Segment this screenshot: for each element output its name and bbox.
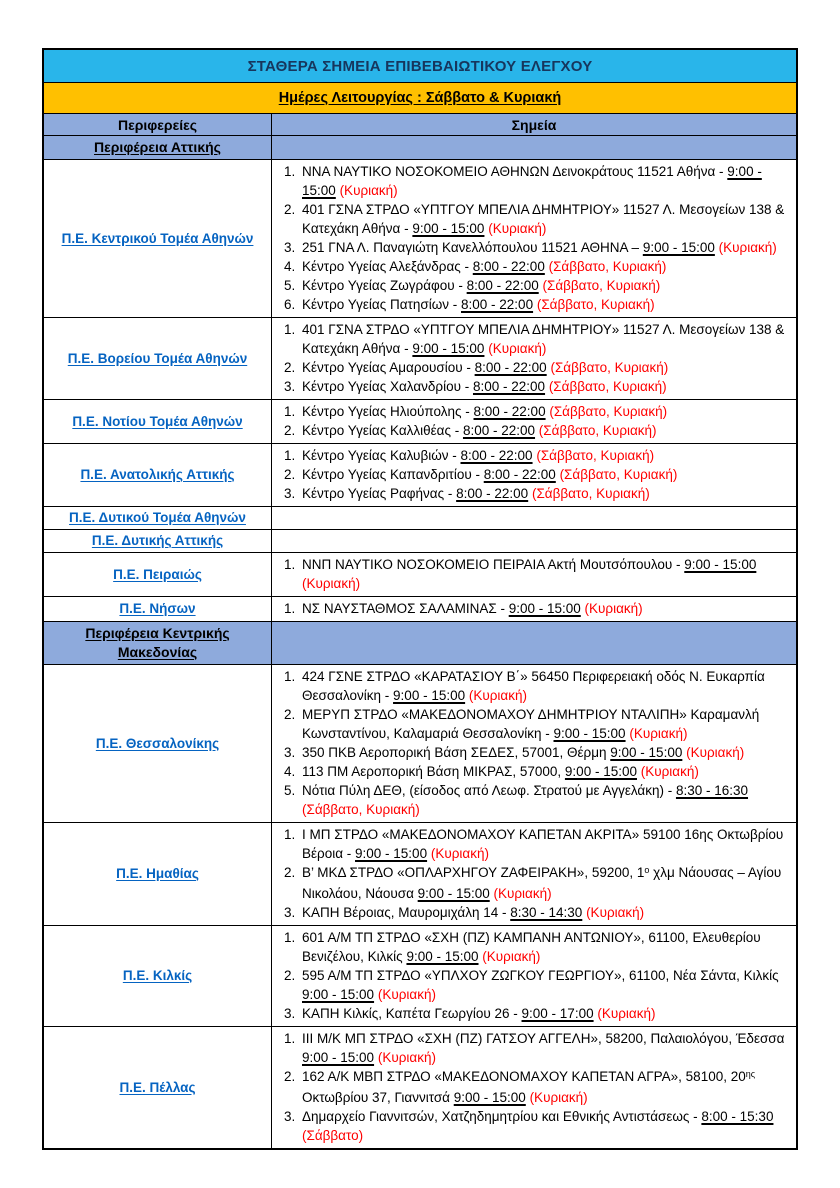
- region-link[interactable]: Π.Ε. Δυτικής Αττικής: [91, 533, 224, 548]
- region-link[interactable]: Π.Ε. Πέλλας: [119, 1079, 196, 1095]
- point-item: [272, 162, 792, 200]
- item-number: 1.: [284, 164, 296, 179]
- item-hours: 8:30 - 14:30: [510, 905, 583, 920]
- point-item: [272, 1029, 792, 1067]
- item-number: 3.: [284, 1109, 296, 1124]
- item-text: [302, 599, 792, 618]
- item-days: (Σάββατο, Κυριακή): [302, 802, 420, 817]
- item-days: (Κυριακή): [529, 1090, 588, 1105]
- item-hours: 8:00 - 22:00: [462, 423, 536, 438]
- item-days: (Σάββατο): [302, 1128, 364, 1143]
- item-text: [302, 402, 792, 421]
- point-item: [272, 667, 792, 705]
- item-text: [302, 1067, 792, 1107]
- points-cell: [272, 400, 796, 443]
- item-days: (Κυριακή): [339, 183, 398, 198]
- item-days: (Κυριακή): [629, 726, 688, 741]
- region-cell: [44, 597, 272, 621]
- item-hours: 9:00 - 15:00: [453, 1090, 526, 1105]
- point-item: [272, 276, 792, 295]
- point-item: [272, 446, 792, 465]
- region-link[interactable]: Π.Ε. Κιλκίς: [122, 968, 193, 983]
- point-item: [272, 762, 792, 781]
- item-text-segment: Κέντρο Υγείας Ηλιούπολης -: [302, 404, 474, 419]
- section-cell: [44, 622, 272, 664]
- item-hours: 8:00 - 22:00: [472, 259, 545, 274]
- points-cell: [272, 823, 796, 925]
- item-hours: 9:00 - 15:00: [417, 886, 490, 901]
- item-text-segment: Κέντρο Υγείας Καλλιθέας -: [302, 423, 463, 438]
- item-text: [302, 903, 792, 922]
- section-label: Περιφέρεια Κεντρικής Μακεδονίας: [85, 625, 230, 660]
- item-days: (Κυριακή): [302, 576, 361, 591]
- item-text-segment: 424 ΓΣΝΕ ΣΤΡΔΟ «ΚΑΡΑΤΑΣΙΟΥ Β΄» 56450 Περιφερειακή οδός Ν. Ευκαρπία Θεσσαλονίκη -: [302, 669, 765, 703]
- region-cell: [44, 400, 272, 443]
- point-item: [272, 377, 792, 396]
- item-hours: 9:00 - 15:00: [642, 240, 715, 255]
- region-cell: [44, 318, 272, 399]
- item-hours: 9:00 - 15:00: [302, 164, 762, 198]
- item-text: [302, 1029, 792, 1067]
- points-cell: [272, 553, 796, 596]
- point-item: [272, 1107, 792, 1145]
- item-text-segment: ΜΕΡΥΠ ΣΤΡΔΟ «ΜΑΚΕΔΟΝΟΜΑΧΟΥ ΔΗΜΗΤΡΙΟΥ ΝΤΑΛΙΠΗ» Καραμανλή Κωνσταντίνου, Καλαμαριά Θεσσαλονίκη -: [302, 707, 760, 741]
- point-item: [272, 358, 792, 377]
- item-text-segment: χλμ Νάουσας – Αγίου Νικολάου, Νάουσα: [302, 865, 782, 901]
- item-days: (Κυριακή): [584, 601, 643, 616]
- region-cell: [44, 1027, 272, 1148]
- table-body: [44, 135, 796, 1148]
- item-days: (Σάββατο, Κυριακή): [538, 423, 657, 438]
- item-text: [302, 1004, 792, 1023]
- point-item: [272, 555, 792, 593]
- item-number: 5.: [284, 783, 296, 798]
- item-text: [302, 667, 792, 705]
- item-days: (Σάββατο, Κυριακή): [549, 404, 668, 419]
- item-text: [302, 555, 792, 593]
- region-link[interactable]: Π.Ε. Ημαθίας: [116, 866, 199, 881]
- item-hours: 8:00 - 22:00: [472, 379, 546, 394]
- item-days: (Κυριακή): [586, 905, 645, 920]
- point-item: [272, 257, 792, 276]
- item-text: [302, 743, 792, 762]
- region-link[interactable]: Π.Ε. Νήσων: [119, 601, 196, 616]
- region-row: [44, 399, 796, 443]
- item-days: (Κυριακή): [686, 745, 745, 760]
- section-label: Περιφέρεια Αττικής: [94, 139, 221, 155]
- region-cell: [44, 507, 272, 529]
- item-hours: 9:00 - 15:00: [406, 949, 479, 964]
- item-number: 1.: [284, 557, 296, 572]
- item-number: 1.: [284, 448, 296, 463]
- points-cell: [272, 318, 796, 399]
- region-row: [44, 529, 796, 552]
- region-link[interactable]: Π.Ε. Ανατολικής Αττικής: [80, 467, 235, 482]
- item-hours: 8:00 - 22:00: [460, 448, 533, 463]
- item-days: (Σάββατο, Κυριακή): [550, 360, 669, 375]
- item-text-segment: Οκτωβρίου 37, Γιαννιτσά: [302, 1090, 454, 1105]
- item-text-segment: ΙΙΙ Μ/Κ ΜΠ ΣΤΡΔΟ «ΣΧΗ (ΠΖ) ΓΑΤΣΟΥ ΑΓΓΕΛΗ», 58200, Παλαιολόγου, Έδεσσα: [302, 1031, 785, 1046]
- point-item: [272, 402, 792, 421]
- point-item: [272, 484, 792, 503]
- item-days: (Σάββατο, Κυριακή): [536, 448, 655, 463]
- points-cell: [272, 665, 796, 822]
- item-number: 1.: [284, 930, 296, 945]
- item-hours: 9:00 - 15:00: [564, 764, 637, 779]
- item-text-segment: Κέντρο Υγείας Ζωγράφου -: [302, 278, 467, 293]
- item-hours: 8:00 - 22:00: [466, 278, 539, 293]
- item-text: [302, 421, 792, 440]
- item-days: (Σάββατο, Κυριακή): [536, 297, 655, 312]
- item-text: [302, 465, 792, 484]
- item-days: (Κυριακή): [377, 987, 436, 1002]
- point-item: [272, 1067, 792, 1107]
- item-text: [302, 781, 792, 819]
- points-cell: [272, 530, 796, 552]
- item-text: [302, 863, 792, 903]
- item-text: [302, 257, 792, 276]
- point-item: [272, 465, 792, 484]
- item-number: 1.: [284, 1031, 296, 1046]
- item-number: 3.: [284, 905, 296, 920]
- item-number: 2.: [284, 1069, 296, 1084]
- point-item: [272, 238, 792, 257]
- point-item: [272, 705, 792, 743]
- item-text: [302, 295, 792, 314]
- item-hours: 9:00 - 15:00: [302, 1050, 375, 1065]
- item-number: 3.: [284, 486, 296, 501]
- item-hours: 9:00 - 15:00: [553, 726, 626, 741]
- point-item: [272, 1004, 792, 1023]
- item-number: 4.: [284, 259, 296, 274]
- item-hours: 9:00 - 15:00: [302, 987, 375, 1002]
- item-text-segment: Κέντρο Υγείας Χαλανδρίου -: [302, 379, 473, 394]
- item-text: [302, 446, 792, 465]
- region-cell: [44, 665, 272, 822]
- section-cell: [44, 136, 272, 159]
- item-hours: 9:00 - 15:00: [610, 745, 683, 760]
- item-hours: 9:00 - 15:00: [355, 846, 428, 861]
- points-cell: [272, 597, 796, 621]
- item-days: (Σάββατο, Κυριακή): [548, 379, 667, 394]
- item-number: 1.: [284, 601, 296, 616]
- region-cell: [44, 926, 272, 1026]
- column-header-row: [44, 113, 796, 135]
- table-title-row: [44, 50, 796, 82]
- region-link[interactable]: Π.Ε. Νοτίου Τομέα Αθηνών: [72, 413, 243, 429]
- item-text: [302, 200, 792, 238]
- region-row: [44, 506, 796, 529]
- item-text-segment: ΝΝΑ ΝΑΥΤΙΚΟ ΝΟΣΟΚΟΜΕΙΟ ΑΘΗΝΩΝ Δεινοκράτους 11521 Αθήνα -: [302, 164, 728, 179]
- item-text-segment: 401 ΓΣΝΑ ΣΤΡΔΟ «ΥΠΤΓΟΥ ΜΠΕΛΙΑ ΔΗΜΗΤΡΙΟΥ» 11527 Λ. Μεσογείων 138 & Κατεχάκη Αθήνα -: [302, 322, 785, 356]
- item-hours: 8:00 - 22:00: [473, 404, 546, 419]
- item-days: (Σάββατο, Κυριακή): [531, 486, 650, 501]
- points-cell: [272, 926, 796, 1026]
- region-link[interactable]: Π.Ε. Πειραιώς: [113, 566, 202, 582]
- item-number: 1.: [284, 669, 296, 684]
- point-item: [272, 903, 792, 922]
- point-item: [272, 825, 792, 863]
- item-superscript: ης: [745, 1069, 756, 1079]
- region-row: [44, 596, 796, 621]
- item-days: (Κυριακή): [377, 1050, 436, 1065]
- region-row: [44, 317, 796, 399]
- point-item: [272, 743, 792, 762]
- region-row: [44, 552, 796, 596]
- item-days: (Κυριακή): [640, 764, 699, 779]
- item-days: (Σάββατο, Κυριακή): [559, 467, 678, 482]
- item-text-segment: Κέντρο Υγείας Ραφήνας -: [302, 486, 457, 501]
- item-text-segment: Κέντρο Υγείας Πατησίων -: [302, 297, 462, 312]
- column-header-points: [272, 114, 796, 135]
- points-cell: [272, 444, 796, 506]
- item-text-segment: Νότια Πύλη ΔΕΘ, (είσοδος από Λεωφ. Στρατού με Αγγελάκη) -: [302, 783, 676, 798]
- item-hours: 9:00 - 15:00: [412, 341, 485, 356]
- item-days: (Κυριακή): [493, 886, 552, 901]
- item-text: [302, 762, 792, 781]
- item-text-segment: 601 Α/Μ ΤΠ ΣΤΡΔΟ «ΣΧΗ (ΠΖ) ΚΑΜΠΑΝΗ ΑΝΤΩΝΙΟΥ», 61100, Ελευθερίου Βενιζέλου, Κιλκίς: [302, 930, 761, 964]
- column-header-regions: [44, 114, 272, 135]
- item-number: 2.: [284, 968, 296, 983]
- item-number: 4.: [284, 764, 296, 779]
- operating-days-label: Ημέρες Λειτουργίας : Σάββατο & Κυριακή: [278, 90, 562, 106]
- item-number: 3.: [284, 240, 296, 255]
- regions-header-label: Περιφερείες: [117, 116, 198, 133]
- item-number: 1.: [284, 322, 296, 337]
- item-superscript: ο: [644, 865, 650, 875]
- region-cell: [44, 444, 272, 506]
- region-link[interactable]: Π.Ε. Κεντρικού Τομέα Αθηνών: [61, 230, 254, 246]
- item-text-segment: 251 ΓΝΑ Λ. Παναγιώτη Κανελλόπουλου 11521 ΑΘΗΝΑ –: [302, 240, 643, 255]
- item-days: (Σάββατο, Κυριακή): [542, 278, 661, 293]
- item-days: (Κυριακή): [488, 221, 547, 236]
- item-days: (Κυριακή): [482, 949, 541, 964]
- item-hours: 8:00 - 22:00: [456, 486, 529, 501]
- fixed-checkpoints-table: [42, 48, 798, 1150]
- item-text: [302, 358, 792, 377]
- point-item: [272, 863, 792, 903]
- item-text: [302, 825, 792, 863]
- item-text-segment: Κέντρο Υγείας Καπανδριτίου -: [302, 467, 484, 482]
- table-title: ΣΤΑΘΕΡΑ ΣΗΜΕΙΑ ΕΠΙΒΕΒΑΙΩΤΙΚΟΥ ΕΛΕΓΧΟΥ: [247, 57, 593, 75]
- item-text-segment: ΚΑΠΗ Βέροιας, Μαυρομιχάλη 14 -: [302, 905, 511, 920]
- item-text-segment: 350 ΠΚΒ Αεροπορική Βάση ΣΕΔΕΣ, 57001, Θέρμη: [302, 745, 611, 760]
- item-text-segment: ΝΝΠ ΝΑΥΤΙΚΟ ΝΟΣΟΚΟΜΕΙΟ ΠΕΙΡΑΙΑ Ακτή Μουτσόπουλου -: [302, 557, 685, 572]
- item-number: 2.: [284, 707, 296, 722]
- item-hours: 9:00 - 15:00: [684, 557, 757, 572]
- item-number: 3.: [284, 745, 296, 760]
- region-row: [44, 443, 796, 506]
- item-days: (Κυριακή): [430, 846, 489, 861]
- item-days: (Κυριακή): [488, 341, 547, 356]
- item-number: 6.: [284, 297, 296, 312]
- item-number: 1.: [284, 404, 296, 419]
- section-row: [44, 621, 796, 664]
- item-text: [302, 1107, 792, 1145]
- region-cell: [44, 823, 272, 925]
- item-hours: 9:00 - 15:00: [412, 221, 485, 236]
- item-number: 2.: [284, 360, 296, 375]
- item-text: [302, 705, 792, 743]
- item-hours: 9:00 - 15:00: [508, 601, 581, 616]
- item-hours: 8:00 - 22:00: [461, 297, 534, 312]
- item-number: 2.: [284, 423, 296, 438]
- region-row: [44, 822, 796, 925]
- item-text-segment: ΝΣ ΝΑΥΣΤΑΘΜΟΣ ΣΑΛΑΜΙΝΑΣ -: [302, 601, 509, 616]
- item-number: 2.: [284, 865, 296, 880]
- item-text-segment: Ι ΜΠ ΣΤΡΔΟ «ΜΑΚΕΔΟΝΟΜΑΧΟΥ ΚΑΠΕΤΑΝ ΑΚΡΙΤΑ» 59100 16ης Οκτωβρίου Βέροια -: [302, 827, 784, 861]
- item-hours: 9:00 - 17:00: [521, 1006, 594, 1021]
- item-text: [302, 928, 792, 966]
- item-days: (Κυριακή): [468, 688, 527, 703]
- item-text-segment: Κέντρο Υγείας Καλυβιών -: [302, 448, 461, 463]
- item-text-segment: Κέντρο Υγείας Αλεξάνδρας -: [302, 259, 473, 274]
- item-text-segment: Β’ ΜΚΔ ΣΤΡΔΟ «ΟΠΛΑΡΧΗΓΟΥ ΖΑΦΕΙΡΑΚΗ», 59200, 1: [302, 865, 645, 880]
- item-hours: 8:00 - 22:00: [474, 360, 547, 375]
- item-days: (Σάββατο, Κυριακή): [548, 259, 667, 274]
- section-row: [44, 135, 796, 159]
- point-item: [272, 599, 792, 618]
- item-days: (Κυριακή): [597, 1006, 656, 1021]
- item-text: [302, 320, 792, 358]
- region-row: [44, 925, 796, 1026]
- region-row: [44, 159, 796, 317]
- point-item: [272, 200, 792, 238]
- points-cell: [272, 1027, 796, 1148]
- item-text-segment: 401 ΓΣΝΑ ΣΤΡΔΟ «ΥΠΤΓΟΥ ΜΠΕΛΙΑ ΔΗΜΗΤΡΙΟΥ» 11527 Λ. Μεσογείων 138 & Κατεχάκη Αθήνα -: [302, 202, 785, 236]
- item-text: [302, 377, 792, 396]
- region-cell: [44, 553, 272, 596]
- point-item: [272, 966, 792, 1004]
- point-item: [272, 928, 792, 966]
- item-number: 3.: [284, 379, 296, 394]
- item-hours: 8:00 - 15:30: [701, 1109, 774, 1124]
- points-cell: [272, 160, 796, 317]
- item-text-segment: 595 Α/Μ ΤΠ ΣΤΡΔΟ «ΥΠΛΧΟΥ ΖΩΓΚΟΥ ΓΕΩΡΓΙΟΥ», 61100, Νέα Σάντα, Κιλκίς: [302, 968, 779, 983]
- region-cell: [44, 530, 272, 552]
- points-cell: [272, 507, 796, 529]
- item-text: [302, 238, 792, 257]
- item-days: (Κυριακή): [718, 240, 777, 255]
- item-hours: 8:00 - 22:00: [483, 467, 556, 482]
- item-text: [302, 484, 792, 503]
- point-item: [272, 421, 792, 440]
- region-link[interactable]: Π.Ε. Βορείου Τομέα Αθηνών: [67, 350, 248, 366]
- region-link[interactable]: Π.Ε. Θεσσαλονίκης: [95, 735, 220, 751]
- item-text-segment: ΚΑΠΗ Κιλκίς, Καπέτα Γεωργίου 26 -: [302, 1006, 522, 1021]
- operating-days-row: [44, 82, 796, 113]
- point-item: [272, 295, 792, 314]
- item-number: 3.: [284, 1006, 296, 1021]
- item-text-segment: Δημαρχείο Γιαννιτσών, Χατζηδημητρίου και Εθνικής Αντιστάσεως -: [302, 1109, 702, 1124]
- item-text-segment: 113 ΠΜ Αεροπορική Βάση ΜΙΚΡΑΣ, 57000,: [302, 764, 565, 779]
- item-number: 5.: [284, 278, 296, 293]
- section-fill: [272, 136, 796, 159]
- item-number: 1.: [284, 827, 296, 842]
- section-fill: [272, 622, 796, 664]
- item-text-segment: Κέντρο Υγείας Αμαρουσίου -: [302, 360, 475, 375]
- item-text: [302, 966, 792, 1004]
- points-header-label: Σημεία: [511, 116, 557, 133]
- item-text: [302, 276, 792, 295]
- item-hours: 8:30 - 16:30: [675, 783, 749, 798]
- item-text-segment: 162 Α/Κ ΜΒΠ ΣΤΡΔΟ «ΜΑΚΕΔΟΝΟΜΑΧΟΥ ΚΑΠΕΤΑΝ ΑΓΡΑ», 58100, 20: [302, 1069, 746, 1084]
- point-item: [272, 320, 792, 358]
- point-item: [272, 781, 792, 819]
- item-number: 2.: [284, 467, 296, 482]
- region-row: [44, 1026, 796, 1148]
- region-cell: [44, 160, 272, 317]
- item-hours: 9:00 - 15:00: [393, 688, 466, 703]
- region-link[interactable]: Π.Ε. Δυτικού Τομέα Αθηνών: [69, 510, 246, 525]
- region-row: [44, 664, 796, 822]
- item-number: 2.: [284, 202, 296, 217]
- item-text: [302, 162, 792, 200]
